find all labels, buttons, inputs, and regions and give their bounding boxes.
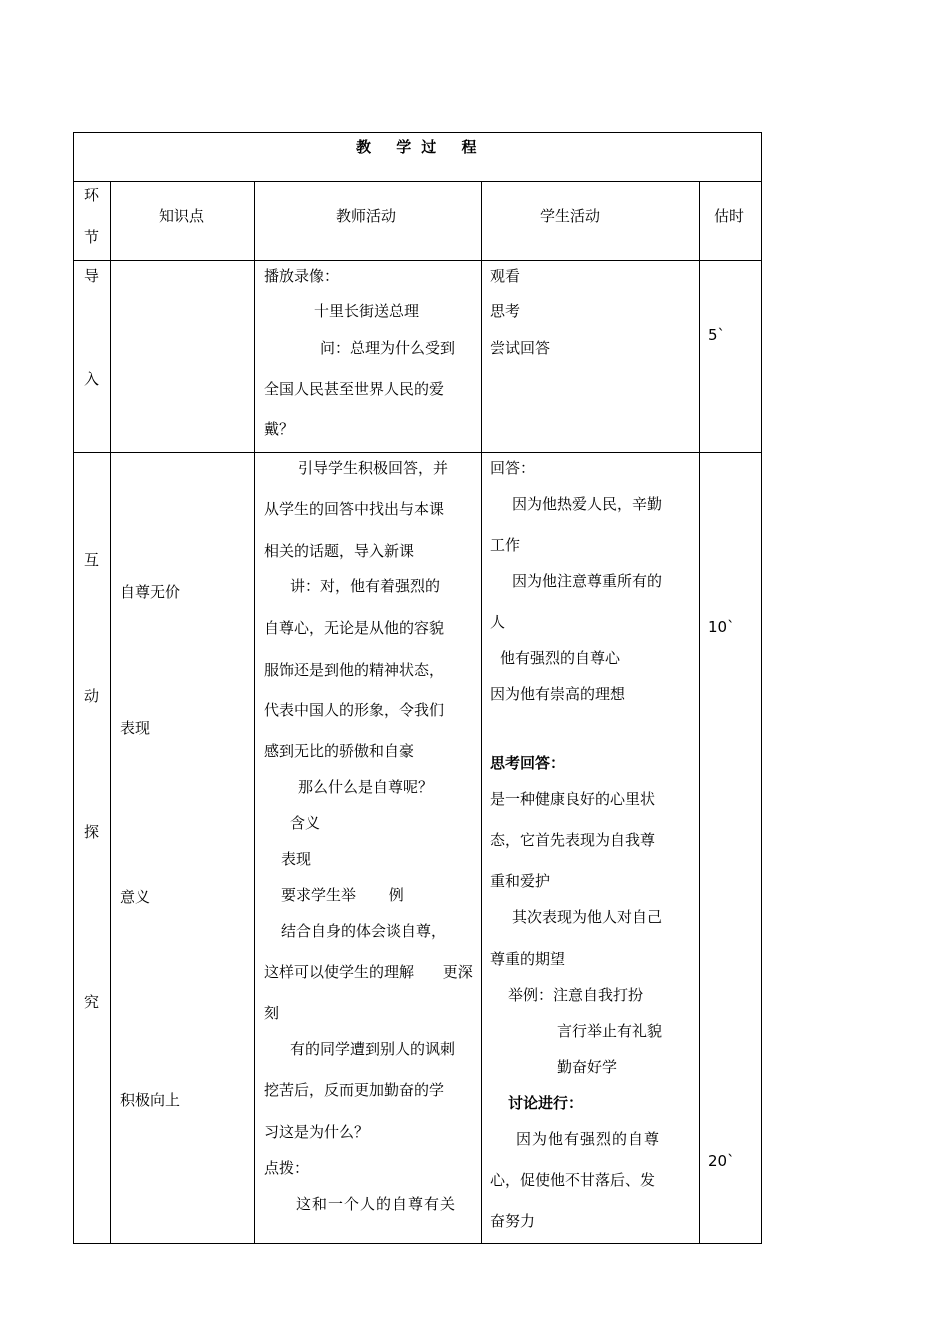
row2-knowledge-item: 表现 xyxy=(120,719,151,737)
col-divider-1 xyxy=(110,181,111,1244)
row2-teacher-line: 点拨： xyxy=(264,1159,310,1177)
row2-student-line: 因为他热爱人民，辛勤 xyxy=(512,495,663,513)
row2-teacher-line: 服饰还是到他的精神状态， xyxy=(264,661,445,679)
row2-teacher-line: 那么什么是自尊呢？ xyxy=(298,778,434,796)
header-teacher-activity: 教师活动 xyxy=(336,207,397,225)
table-title: 教 学过 程 xyxy=(356,138,487,156)
row2-student-line: 奋努力 xyxy=(490,1212,536,1230)
row2-teacher-line: 习这是为什么？ xyxy=(264,1123,370,1141)
intro-row-divider xyxy=(73,452,762,453)
row2-student-line: 重和爱护 xyxy=(490,872,551,890)
row2-teacher-line: 引导学生积极回答，并 xyxy=(298,459,449,477)
row2-teacher-line: 含义 xyxy=(290,814,321,832)
row1-teacher-line: 播放录像： xyxy=(264,267,340,285)
row2-teacher-line: 要求学生举 例 xyxy=(281,886,404,904)
row1-teacher-line: 戴？ xyxy=(264,420,295,438)
row2-section-char-3: 探 xyxy=(84,823,100,841)
table-border-right xyxy=(761,132,762,1244)
row2-teacher-line: 刻 xyxy=(264,1004,280,1022)
row2-teacher-line: 这和一个人的自尊有关 xyxy=(296,1195,457,1213)
row1-teacher-line: 全国人民甚至世界人民的爱 xyxy=(264,380,445,398)
table-border-top xyxy=(73,132,762,133)
row2-student-line: 工作 xyxy=(490,536,521,554)
row2-student-line: 言行举止有礼貌 xyxy=(557,1022,663,1040)
row1-teacher-line: 十里长街送总理 xyxy=(314,302,420,320)
row2-student-line: 其次表现为他人对自己 xyxy=(512,908,663,926)
col-divider-2 xyxy=(254,181,255,1244)
row2-section-char-2: 动 xyxy=(84,687,100,705)
row2-student-line: 态，它首先表现为自我尊 xyxy=(490,831,656,849)
row2-time: 10` xyxy=(708,618,735,636)
header-time: 估时 xyxy=(714,207,745,225)
row2-time: 20` xyxy=(708,1152,735,1170)
row1-student-line: 尝试回答 xyxy=(490,339,551,357)
header-student-activity: 学生活动 xyxy=(540,207,601,225)
row2-teacher-line: 挖苦后，反而更加勤奋的学 xyxy=(264,1081,445,1099)
row2-student-line: 尊重的期望 xyxy=(490,950,566,968)
header-section-char-2: 节 xyxy=(84,228,100,246)
col-divider-4 xyxy=(699,181,700,1244)
row2-student-line: 心，促使他不甘落后、发 xyxy=(490,1171,656,1189)
row1-teacher-line: 问：总理为什么受到 xyxy=(320,339,456,357)
row2-student-line: 人 xyxy=(490,613,506,631)
row2-teacher-line: 代表中国人的形象，令我们 xyxy=(264,701,445,719)
title-row-divider xyxy=(73,181,762,182)
row1-time: 5` xyxy=(708,326,726,344)
row2-teacher-line: 结合自身的体会谈自尊， xyxy=(281,922,447,940)
row1-section-char-1: 导 xyxy=(84,267,100,285)
row2-student-line: 讨论进行： xyxy=(508,1094,584,1112)
row2-section-char-1: 互 xyxy=(84,551,100,569)
row1-student-line: 观看 xyxy=(490,267,521,285)
row2-knowledge-item: 积极向上 xyxy=(120,1091,181,1109)
row2-knowledge-item: 自尊无价 xyxy=(120,583,181,601)
row2-teacher-line: 表现 xyxy=(281,850,312,868)
row2-teacher-line: 这样可以使学生的理解 更深 xyxy=(264,963,473,981)
col-divider-3 xyxy=(481,181,482,1244)
row1-student-line: 思考 xyxy=(490,302,521,320)
row2-student-line: 是一种健康良好的心里状 xyxy=(490,790,656,808)
row2-teacher-line: 感到无比的骄傲和自豪 xyxy=(264,742,415,760)
row2-student-line: 回答： xyxy=(490,459,536,477)
row2-student-line: 因为他有崇高的理想 xyxy=(490,685,626,703)
header-knowledge: 知识点 xyxy=(159,207,205,225)
row2-student-line: 因为他注意尊重所有的 xyxy=(512,572,663,590)
row2-section-char-4: 究 xyxy=(84,993,100,1011)
row2-teacher-line: 从学生的回答中找出与本课 xyxy=(264,500,445,518)
row1-section-char-2: 入 xyxy=(84,370,100,388)
table-border-left xyxy=(73,132,74,1244)
row2-knowledge-item: 意义 xyxy=(120,888,151,906)
row2-teacher-line: 讲：对，他有着强烈的 xyxy=(290,577,441,595)
row2-student-line: 勤奋好学 xyxy=(557,1058,618,1076)
table-border-bottom xyxy=(73,1243,762,1244)
row2-student-line: 因为他有强烈的自尊 xyxy=(516,1130,661,1148)
row2-teacher-line: 相关的话题，导入新课 xyxy=(264,542,415,560)
row2-teacher-line: 自尊心，无论是从他的容貌 xyxy=(264,619,445,637)
row2-student-line: 举例：注意自我打扮 xyxy=(508,986,644,1004)
header-section-char-1: 环 xyxy=(84,186,100,204)
row2-student-line: 思考回答： xyxy=(490,754,566,772)
row2-student-line: 他有强烈的自尊心 xyxy=(500,649,621,667)
header-row-divider xyxy=(73,260,762,261)
row2-teacher-line: 有的同学遭到别人的讽刺 xyxy=(290,1040,456,1058)
